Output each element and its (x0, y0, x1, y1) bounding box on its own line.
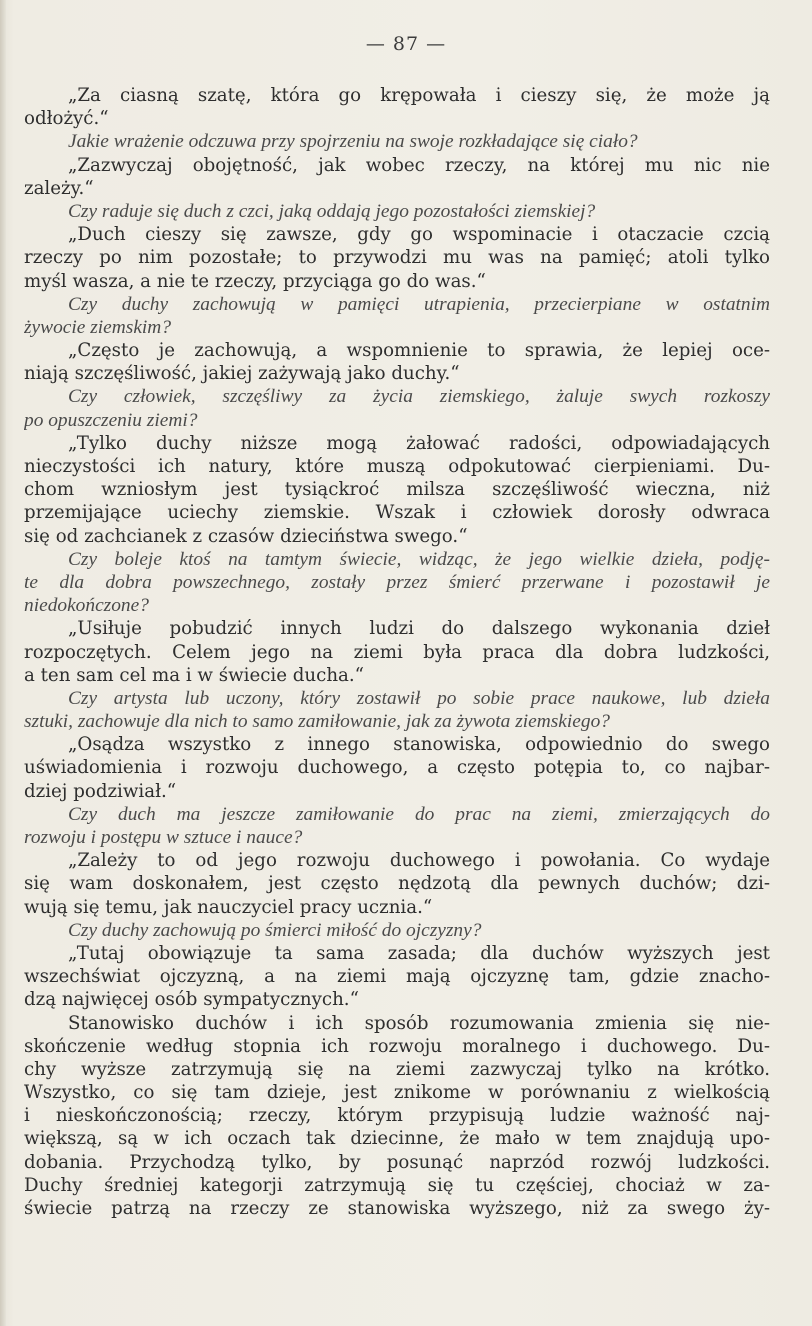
answer-line: przemijające uciechy ziemskie. Wszak i człowiek dorosły odwraca (24, 502, 770, 524)
answer-line: „Tutaj obowiązuje ta sama zasada; dla duchów wyższych jest (68, 942, 770, 964)
answer-line: uświadomienia i rozwoju duchowego, a często potępia to, co najbar- (24, 757, 770, 779)
answer-line: chy wyższe zatrzymują się na ziemi zazwyczaj tylko na krótko. (24, 1058, 770, 1080)
answer-line: dzą najwięcej osób sympatycznych.“ (24, 989, 359, 1011)
answer-line: „Tylko duchy niższe mogą żałować radości, odpowiadających (68, 432, 770, 454)
answer-line: „Osądza wszystko z innego stanowiska, odpowiednio do swego (68, 734, 770, 756)
question-line: niedokończone? (24, 595, 149, 617)
question-line: po opuszczeniu ziemi? (24, 409, 198, 431)
answer-line: a ten sam cel ma i w świecie ducha.“ (24, 664, 364, 686)
question-line: Czy raduje się duch z czci, jaką oddają jego pozostałości ziemskiej? (68, 200, 596, 222)
answer-line: Duchy średniej kategorji zatrzymują się tu częściej, chociaż w za- (24, 1174, 770, 1196)
answer-line: dobania. Przychodzą tylko, by posunąć naprzód rozwój ludzkości. (24, 1151, 770, 1173)
question-line: Czy artysta lub uczony, który zostawił po sobie prace naukowe, lub dzieła (68, 687, 770, 709)
page-spine-shadow (0, 0, 6, 1326)
question-line: żywocie ziemskim? (24, 316, 172, 338)
page-number: — 87 — (365, 33, 447, 55)
answer-line: „Często je zachowują, a wspomnienie to sprawia, że lepiej oce- (68, 340, 770, 362)
question-line: Czy duch ma jeszcze zamiłowanie do prac na ziemi, zmierzających do (68, 803, 770, 825)
answer-line: „Zależy to od jego rozwoju duchowego i powołania. Co wydaje (68, 850, 770, 872)
question-line: Jakie wrażenie odczuwa przy spojrzeniu na swoje rozkładające się ciało? (68, 131, 638, 153)
answer-line: i nieskończonością; rzeczy, którym przypisują ludzie ważność naj- (24, 1105, 770, 1127)
answer-line: rzeczy po nim pozostałe; to przywodzi mu was na pamięć; atoli tylko (24, 247, 770, 269)
answer-line: nieczystości ich natury, które muszą odpokutować cierpieniami. Du- (24, 456, 770, 477)
page-text (24, 84, 770, 1220)
question-line: Czy duchy zachowują po śmierci miłość do ojczyzny? (68, 919, 482, 941)
answer-line: większą, są w ich oczach tak dziecinne, że mało w tem znajdują upo- (24, 1128, 770, 1150)
question-line: Czy duchy zachowują w pamięci utrapienia, przecierpiane w ostatnim (68, 293, 770, 315)
answer-line: się wam doskonałem, jest często nędzotą dla pewnych duchów; dzi- (24, 873, 770, 895)
answer-line: „Usiłuje pobudzić innych ludzi do dalszego wykonania dzieł (68, 618, 770, 640)
answer-line: się od zachcianek z czasów dzieciństwa swego.“ (24, 525, 468, 547)
answer-line: Stanowisko duchów i ich sposób rozumowania zmienia się nie- (68, 1012, 770, 1034)
answer-line: odłożyć.“ (24, 108, 109, 130)
answer-line: rozpoczętych. Celem jego na ziemi była praca dla dobra ludzkości, (24, 641, 770, 663)
answer-line: „Zazwyczaj obojętność, jak wobec rzeczy, na której mu nic nie (68, 154, 770, 176)
question-line: te dla dobra powszechnego, zostały przez śmierć przerwane i pozostawił je (24, 571, 770, 593)
question-line: sztuki, zachowuje dla nich to samo zamiłowanie, jak za żywota ziemskiego? (24, 711, 610, 733)
answer-line: skończenie według stopnia ich rozwoju moralnego i duchowego. Du- (24, 1035, 770, 1057)
answer-line: myśl wasza, a nie te rzeczy, przyciąga go do was.“ (24, 270, 486, 292)
answer-line: świecie patrzą na rzeczy ze stanowiska wyższego, niż za swego ży- (24, 1198, 770, 1219)
answer-line: zależy.“ (24, 177, 94, 199)
answer-line: wują się temu, jak nauczyciel pracy ucznia.“ (24, 896, 433, 918)
answer-line: „Duch cieszy się zawsze, gdy go wspominacie i otaczacie czcią (68, 224, 770, 246)
answer-line: niają szczęśliwość, jakiej zażywają jako duchy.“ (24, 363, 460, 385)
answer-line: dziej podziwiał.“ (24, 780, 177, 802)
answer-line: Wszystko, co się tam dzieje, jest znikome w porównaniu z wielkością (24, 1082, 770, 1104)
question-line: Czy boleje ktoś na tamtym świecie, widząc, że jego wielkie dzieła, podję- (68, 548, 770, 570)
question-line: rozwoju i postępu w sztuce i nauce? (24, 827, 303, 848)
answer-line: chom wzniosłym jest tysiąckroć milsza szczęśliwość wieczna, niż (24, 479, 770, 501)
answer-line: wszechświat ojczyzną, a na ziemi mają ojczyznę tam, gdzie znacho- (24, 966, 770, 988)
question-line: Czy człowiek, szczęśliwy za życia ziemskiego, żaluje swych rozkoszy (68, 386, 770, 408)
answer-line: „Za ciasną szatę, która go krępowała i cieszy się, że może ją (68, 85, 770, 106)
